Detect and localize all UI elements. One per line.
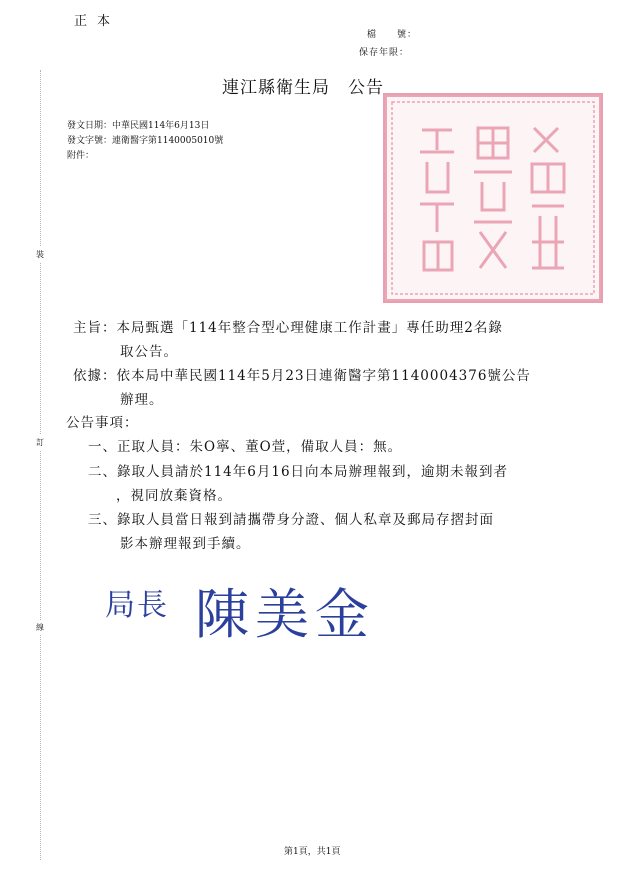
subject-line-1: 主旨：本局甄選「114年整合型心理健康工作計畫」專任助理2名錄	[73, 320, 503, 336]
binding-line	[40, 70, 41, 860]
binding-mark-3: 線	[36, 620, 44, 635]
copy-label: 正本	[74, 14, 121, 29]
official-seal	[382, 92, 604, 304]
signature-title: 局長	[105, 588, 169, 623]
notice-heading: 公告事項：	[66, 415, 139, 431]
basis-line-2: 辦理。	[120, 392, 164, 408]
page-number: 第1頁，共1頁	[284, 847, 341, 857]
retention-label: 保存年限：	[359, 48, 410, 58]
basis-line-1: 依據：依本局中華民國114年5月23日連衛醫字第1140004376號公告	[73, 368, 531, 384]
attachment-label: 附件：	[67, 151, 95, 161]
binding-mark-1: 裝	[36, 247, 44, 262]
signature-name: 陳美金	[195, 583, 375, 646]
notice-item-3-line-2: 影本辦理報到手續。	[120, 536, 251, 552]
document-type: 公告	[348, 78, 384, 98]
binding-mark-2: 訂	[36, 435, 44, 450]
subject-line-2: 取公告。	[120, 344, 178, 360]
issue-date: 發文日期：中華民國114年6月13日	[67, 121, 210, 131]
issue-number: 發文字號：連衛醫字第1140005010號	[67, 136, 224, 146]
notice-item-2-line-1: 二、錄取人員請於114年6月16日向本局辦理報到，逾期未報到者	[88, 464, 509, 480]
notice-item-3-line-1: 三、錄取人員當日報到請攜帶身分證、個人私章及郵局存摺封面	[88, 512, 494, 528]
notice-item-2-line-2: ，視同放棄資格。	[116, 488, 232, 504]
notice-item-1: 一、正取人員：朱O寧、董O萱，備取人員：無。	[88, 439, 403, 455]
director-signature-stamp	[105, 568, 395, 648]
agency-name: 連江縣衛生局	[222, 78, 330, 98]
file-number-label: 檔 號：	[367, 30, 418, 40]
document-title	[222, 73, 384, 98]
